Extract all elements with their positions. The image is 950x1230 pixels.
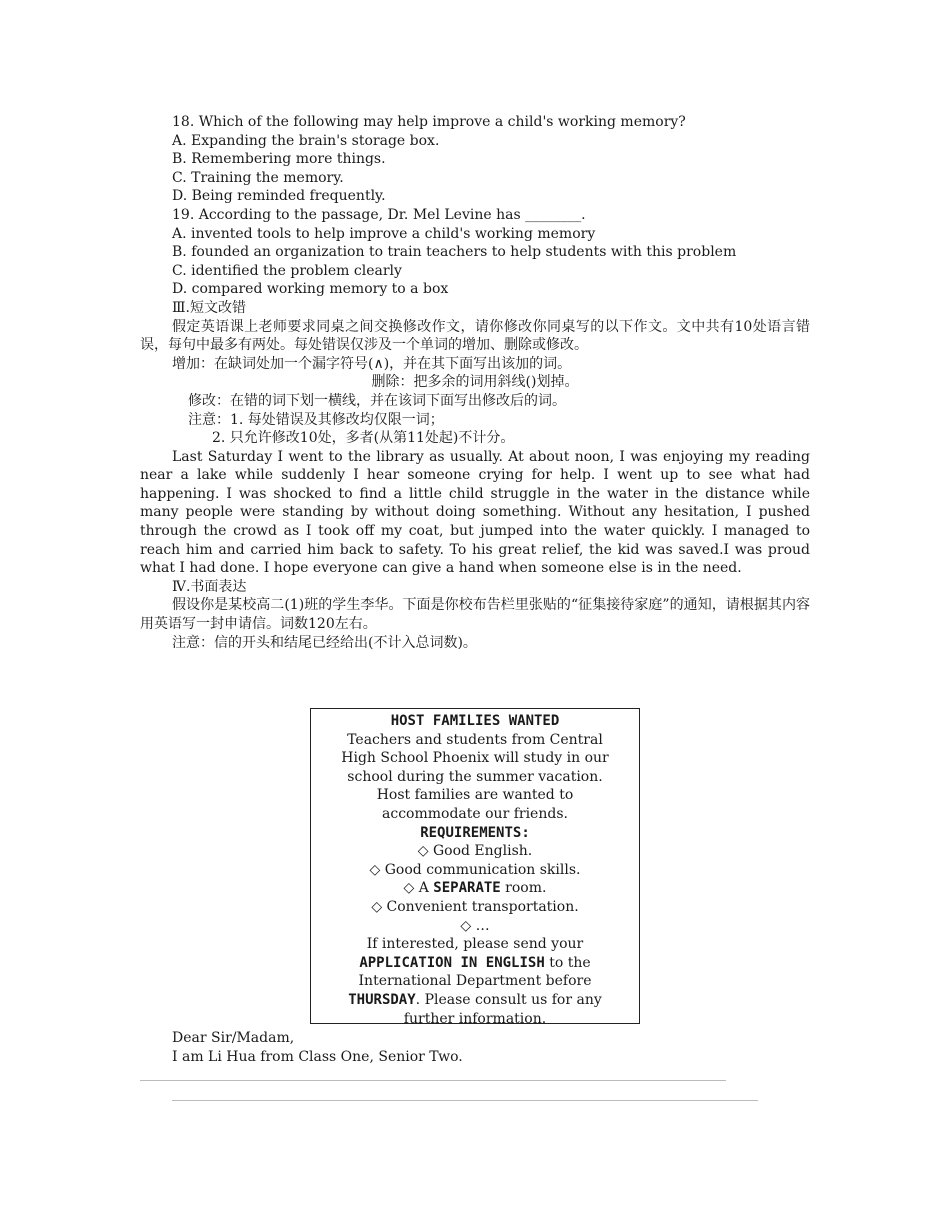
exam-page	[140, 113, 810, 652]
writing-line-2	[172, 1100, 758, 1101]
section3-intro: 假定英语课上老师要求同桌之间交换修改作文，请你修改你同桌写的以下作文。文中共有10处语言错误，每句中最多有两处。每处错误仅涉及一个单词的增加、删除或修改。	[140, 318, 810, 354]
section3-note-1: 注意：1. 每处错误及其修改均仅限一词；	[188, 411, 444, 428]
writing-line-1	[140, 1080, 726, 1081]
section4-note: 注意：信的开头和结尾已经给出(不计入总词数)。	[172, 634, 477, 651]
q18-option-d: D. Being reminded frequently.	[172, 188, 386, 205]
notice-requirement-2: ◇ Good communication skills.	[369, 861, 581, 878]
application-in-english: APPLICATION IN ENGLISH	[359, 954, 545, 971]
notice-line-5: accommodate our friends.	[382, 805, 568, 822]
contact-4-suffix: . Please consult us for any	[415, 991, 602, 1008]
section3-heading: Ⅲ.短文改错	[172, 299, 246, 316]
notice-requirement-1: ◇ Good English.	[417, 843, 533, 860]
thursday: THURSDAY	[348, 991, 416, 1008]
contact-2-suffix: to the	[544, 954, 591, 971]
letter-opening: I am Li Hua from Class One, Senior Two.	[172, 1048, 463, 1065]
letter-start	[140, 1029, 810, 1066]
notice-contact-1: If interested, please send your	[366, 936, 584, 953]
notice-requirement-3	[311, 879, 639, 898]
notice-requirement-5: ◇ …	[460, 917, 490, 934]
q18-option-c: C. Training the memory.	[172, 169, 344, 186]
section3-passage: Last Saturday I went to the library as usually. At about noon, I was enjoying my reading near a lake while suddenly I hear someone crying for help. I went up to see what had happening. I was shocked to find a little child struggle in the water in the distance while many people were standing by without doing something. Without any hesitation, I pushed through the crowd as I took off my coat, but jumped into the water quickly. I managed to reach him and carried him back to safety. To his great relief, the kid was saved.I was proud what I had done. I hope everyone can give a hand when someone else is in the need.	[140, 448, 810, 577]
notice-contact-4	[311, 991, 639, 1010]
q19-option-b: B. founded an organization to train teachers to help students with this problem	[172, 244, 737, 261]
notice-contact-2	[311, 954, 639, 973]
section4-intro: 假设你是某校高二(1)班的学生李华。下面是你校布告栏里张贴的“征集接待家庭”的通知，请根据其内容用英语写一封申请信。词数120左右。	[140, 597, 810, 633]
notice-line-1: Teachers and students from Central	[347, 731, 603, 748]
host-families-notice	[310, 708, 640, 1027]
q18-question: 18. Which of the following may help improve a child's working memory?	[172, 114, 686, 130]
section3-modify-rule: 修改：在错的词下划一横线，并在该词下面写出修改后的词。	[188, 392, 566, 409]
req3-prefix: ◇ A	[403, 880, 434, 897]
notice-line-2: High School Phoenix will study in our	[341, 750, 609, 767]
notice-requirement-4: ◇ Convenient transportation.	[371, 898, 579, 915]
notice-line-4: Host families are wanted to	[376, 787, 574, 804]
letter-greeting: Dear Sir/Madam,	[172, 1030, 295, 1046]
section4-heading: Ⅳ.书面表达	[172, 578, 247, 595]
req3-separate: SEPARATE	[433, 880, 501, 897]
req3-suffix: room.	[500, 880, 547, 897]
notice-requirements-title: REQUIREMENTS:	[420, 824, 530, 841]
section3-note-2: 2. 只允许修改10处，多者(从第11处起)不计分。	[212, 430, 515, 447]
q19-option-c: C. identified the problem clearly	[172, 262, 402, 279]
q19-question: 19. According to the passage, Dr. Mel Levine has ________.	[172, 206, 586, 223]
notice-contact-3: International Department before	[358, 973, 592, 990]
notice-title: HOST FAMILIES WANTED	[390, 713, 560, 729]
notice-contact-5: further information.	[403, 1010, 547, 1027]
section3-add-rule: 增加：在缺词处加一个漏字符号(∧)，并在其下面写出该加的词。	[172, 355, 572, 372]
notice-line-3: school during the summer vacation.	[347, 768, 603, 785]
q18-option-b: B. Remembering more things.	[172, 151, 386, 168]
section3-delete-rule: 删除：把多余的词用斜线()划掉。	[371, 374, 579, 391]
q18-option-a: A. Expanding the brain's storage box.	[172, 132, 440, 149]
q19-option-d: D. compared working memory to a box	[172, 281, 449, 298]
q19-option-a: A. invented tools to help improve a child's working memory	[172, 225, 596, 242]
